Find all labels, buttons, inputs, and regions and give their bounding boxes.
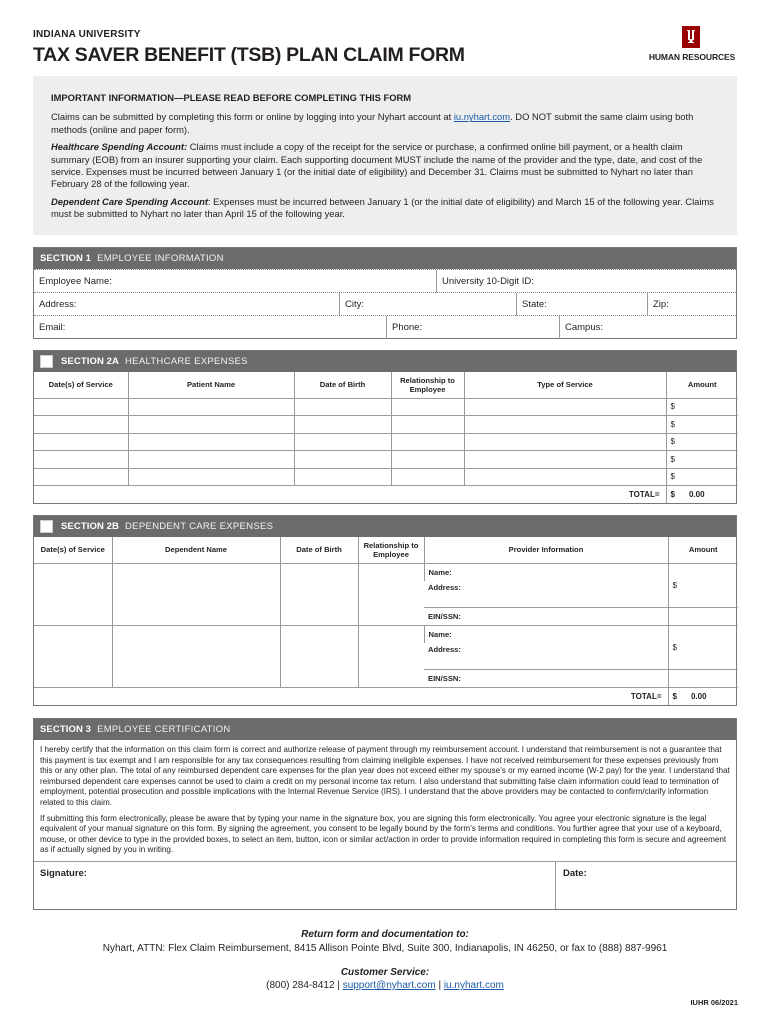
table-row — [34, 468, 738, 486]
total-label: TOTAL= — [34, 486, 666, 504]
date-of-service-input[interactable] — [34, 398, 128, 416]
return-address: Nyhart, ATTN: Flex Claim Reimbursement, 8415 Allison Pointe Blvd, Suite 300, Indianapolis, IN 46250, or fax to (888) 887-9961 — [102, 943, 668, 954]
date-of-birth-input[interactable] — [280, 625, 358, 687]
employee-name-field[interactable] — [34, 270, 436, 293]
section-2b-dependent-care-expenses — [33, 515, 737, 706]
customer-service-heading-text: Customer Service: — [340, 967, 430, 978]
provider-address-input[interactable]: Address: — [428, 645, 461, 655]
address-field[interactable] — [34, 293, 339, 316]
dependent-name-input[interactable] — [112, 625, 280, 687]
provider-ein-input[interactable]: EIN/SSN: — [424, 669, 668, 687]
patient-name-input[interactable] — [128, 398, 294, 416]
total-currency: $ — [670, 490, 675, 499]
date-of-service-input[interactable] — [34, 468, 128, 486]
column-header: Date of Birth — [280, 537, 358, 563]
total-label: TOTAL= — [34, 687, 668, 705]
patient-name-input[interactable] — [128, 451, 294, 469]
table-row — [34, 451, 738, 469]
date-field[interactable] — [556, 862, 736, 909]
date-of-birth-input[interactable] — [280, 563, 358, 625]
hsa-text: Claims must include a copy of the receipt for the service or purchase, a confirmed online bill payment, or a health claim summary (EOB) from an insurer supporting your claim. Each supporting document MUST include the name of the provider and the type, date, and cost of the service. Expenses must be incurred between January 1 (or the initial date of eligibility) and December 31. Claims must be submitted to Nyhart no later than February 28 of the following year. — [51, 141, 703, 190]
form-code: IUHR 06/2021 — [690, 998, 738, 1007]
certification-paragraph: I hereby certify that the information on this claim form is correct and authorize release of payment through my reimbursement account. I understand that reimbursement is not a guarantee that this payment is tax exempt and I am responsible for any tax consequences resulting from claiming ineligible expenses. I have not received reimbursement for these expenses previously from this or any other plan. The total of any reimbursed dependent care expenses for the plan year does not exceed either my spouse’s or my earned income (W-2 pay) for the year. I understand that reimbursed dependent care expenses cannot be used to claim a credit on my personal income tax return. I also understand that submitting false claim information could lead to termination of employment, potential prosecution and possible implications with the Internal Revenue Service (IRS). I understand that the above providers may be contacted to confirm/clarify information related to this claim. — [40, 745, 730, 807]
section-2b-label: DEPENDENT CARE EXPENSES — [125, 521, 274, 532]
date-of-service-input[interactable] — [34, 625, 112, 687]
electronic-signature-paragraph: If submitting this form electronically, please be aware that by typing your name in the signature box, you are signing this form electronically. You agree your electronic signature is the legal equivalent of your manual signature on this form. By signing the agreement, you consent to be legally bound by the form’s terms and conditions. You further agree that your use of a keyboard, mouse, or other device to type in the provided boxes, to select an item, button, icon or similar act/action in order to provide information required in completing this form is secure and agreement as if actually signed by you in writing. — [40, 813, 727, 855]
type-of-service-input[interactable] — [464, 433, 666, 451]
amount-input[interactable]: $ — [666, 416, 738, 434]
return-heading — [0, 929, 770, 940]
table-header-row — [34, 537, 738, 563]
customer-service-contacts — [0, 980, 770, 991]
amount-spacer — [668, 669, 738, 687]
info-p1-text-end: . DO NOT submit the same claim using both methods (online and paper form). — [51, 111, 694, 135]
dca-text: : Expenses must be incurred between January 1 (or the initial date of eligibility) and March 15 of the following year. Claims must be submitted to Nyhart no later than April 15 of the following year. — [51, 195, 714, 220]
signature-row — [34, 861, 736, 909]
amount-input[interactable]: $ — [668, 625, 738, 669]
date-of-service-input[interactable] — [34, 451, 128, 469]
total-row — [34, 486, 738, 504]
type-of-service-input[interactable] — [464, 416, 666, 434]
type-of-service-input[interactable] — [464, 468, 666, 486]
column-header: Relationship to Employee — [358, 537, 424, 563]
employee-row-3 — [34, 315, 736, 338]
info-p1-text: Claims can be submitted by completing this form or online by logging into your Nyhart account at — [51, 111, 454, 123]
address-label: Address: — [39, 299, 77, 310]
employee-row-1 — [34, 269, 736, 292]
campus-field[interactable] — [559, 316, 738, 339]
type-of-service-input[interactable] — [464, 451, 666, 469]
section-2a-healthcare-expenses — [33, 350, 737, 504]
city-field[interactable] — [339, 293, 516, 316]
phone-label: Phone: — [392, 322, 423, 333]
dca-label: Dependent Care Spending Account — [51, 195, 208, 207]
column-header: Relationship to Employee — [391, 372, 464, 398]
total-value: 0.00 — [690, 691, 707, 701]
section-2b-checkbox[interactable] — [40, 520, 53, 533]
table-row — [34, 416, 738, 434]
table-header-row — [34, 372, 738, 398]
section-2a-checkbox[interactable] — [40, 355, 53, 368]
department-name: HUMAN RESOURCES — [648, 52, 736, 62]
amount-spacer — [668, 607, 738, 625]
dependent-name-input[interactable] — [112, 563, 280, 625]
column-header: Provider Information — [424, 537, 668, 563]
column-header: Dependent Name — [112, 537, 280, 563]
amount-input[interactable]: $ — [666, 398, 738, 416]
zip-label: Zip: — [653, 299, 669, 310]
return-heading-text: Return form and documentation to: — [301, 929, 469, 940]
date-of-service-input[interactable] — [34, 563, 112, 625]
university-id-field[interactable] — [436, 270, 738, 293]
section-2a-header — [34, 351, 736, 372]
column-header: Date(s) of Service — [48, 380, 113, 390]
important-information — [33, 76, 737, 235]
column-header: Type of Service — [464, 372, 666, 398]
separator: | — [337, 980, 340, 991]
relationship-input[interactable] — [391, 433, 464, 451]
table-row — [34, 563, 738, 581]
info-submission — [51, 111, 723, 136]
info-healthcare — [51, 141, 723, 191]
provider-name-input[interactable]: Name: — [424, 625, 668, 643]
customer-service-heading — [0, 967, 770, 978]
employee-row-2 — [34, 292, 736, 315]
customer-service-phone: (800) 284-8412 — [266, 980, 335, 991]
signature-label: Signature: — [40, 867, 87, 879]
certification-text — [34, 740, 736, 856]
section-3-header — [34, 719, 736, 740]
relationship-input[interactable] — [391, 398, 464, 416]
state-field[interactable] — [516, 293, 647, 316]
column-header: Date(s) of Service — [40, 545, 105, 555]
date-label: Date: — [563, 867, 587, 879]
iu-logo — [644, 26, 740, 66]
hsa-label: Healthcare Spending Account: — [51, 141, 188, 153]
date-of-birth-input[interactable] — [294, 398, 391, 416]
patient-name-input[interactable] — [128, 433, 294, 451]
amount-input[interactable]: $ — [668, 563, 738, 607]
amount-input[interactable]: $ — [666, 451, 738, 469]
patient-name-input[interactable] — [128, 468, 294, 486]
total-row — [34, 687, 738, 705]
section-2a-label: HEALTHCARE EXPENSES — [125, 356, 248, 367]
section-2b-header — [34, 516, 736, 537]
column-header: Date of Birth — [294, 372, 391, 398]
column-header: Amount — [668, 537, 738, 563]
trident-logo-icon — [682, 26, 700, 48]
relationship-input[interactable] — [358, 563, 424, 625]
column-header: Amount — [666, 372, 738, 398]
section-3-employee-certification — [33, 718, 737, 910]
website-link[interactable]: iu.nyhart.com — [443, 980, 504, 991]
relationship-input[interactable] — [391, 468, 464, 486]
state-label: State: — [522, 299, 547, 310]
date-of-service-input[interactable] — [34, 416, 128, 434]
signature-field[interactable] — [34, 862, 555, 909]
provider-ein-input[interactable]: EIN/SSN: — [424, 607, 668, 625]
email-field[interactable] — [34, 316, 386, 339]
date-of-birth-input[interactable] — [294, 433, 391, 451]
relationship-input[interactable] — [391, 416, 464, 434]
city-label: City: — [345, 299, 364, 310]
total-amount — [668, 687, 738, 705]
employee-name-label: Employee Name: — [39, 276, 112, 287]
date-of-birth-input[interactable] — [294, 416, 391, 434]
date-of-birth-input[interactable] — [294, 451, 391, 469]
section-3-number: SECTION 3 — [40, 724, 92, 735]
total-value: 0.00 — [688, 490, 705, 499]
section-2a-number: SECTION 2A — [61, 356, 120, 367]
email-label: Email: — [39, 322, 66, 333]
total-amount — [666, 486, 738, 504]
university-name: INDIANA UNIVERSITY — [33, 29, 141, 40]
provider-name-input[interactable]: Name: — [424, 563, 668, 581]
date-of-birth-input[interactable] — [294, 468, 391, 486]
healthcare-expenses-table — [34, 372, 738, 503]
support-email-link[interactable]: support@nyhart.com — [342, 980, 436, 991]
section-1-number: SECTION 1 — [40, 253, 92, 264]
info-title: IMPORTANT INFORMATION—PLEASE READ BEFORE COMPLETING THIS FORM — [51, 92, 412, 103]
amount-input[interactable]: $ — [666, 433, 738, 451]
table-row — [34, 398, 738, 416]
nyhart-link[interactable]: iu.nyhart.com — [453, 111, 511, 123]
campus-label: Campus: — [565, 322, 604, 333]
phone-field[interactable] — [386, 316, 559, 339]
section-1-header — [34, 248, 736, 269]
relationship-input[interactable] — [391, 451, 464, 469]
amount-input[interactable]: $ — [666, 468, 738, 486]
column-header: Patient Name — [128, 372, 294, 398]
dependent-care-table — [34, 537, 738, 705]
separator: | — [438, 980, 442, 991]
type-of-service-input[interactable] — [464, 398, 666, 416]
section-1-label: EMPLOYEE INFORMATION — [97, 253, 224, 264]
patient-name-input[interactable] — [128, 416, 294, 434]
date-of-service-input[interactable] — [34, 433, 128, 451]
relationship-input[interactable] — [358, 625, 424, 687]
zip-field[interactable] — [647, 293, 738, 316]
section-1-employee-information — [33, 247, 737, 339]
total-currency: $ — [672, 691, 677, 701]
section-3-label: EMPLOYEE CERTIFICATION — [97, 724, 231, 735]
table-row — [34, 433, 738, 451]
table-row — [34, 625, 738, 643]
provider-address-input[interactable]: Address: — [428, 583, 461, 593]
section-2b-number: SECTION 2B — [61, 521, 120, 532]
university-id-label: University 10-Digit ID: — [442, 276, 534, 287]
form-title: TAX SAVER BENEFIT (TSB) PLAN CLAIM FORM — [33, 44, 465, 66]
info-dependent-care — [51, 196, 723, 221]
